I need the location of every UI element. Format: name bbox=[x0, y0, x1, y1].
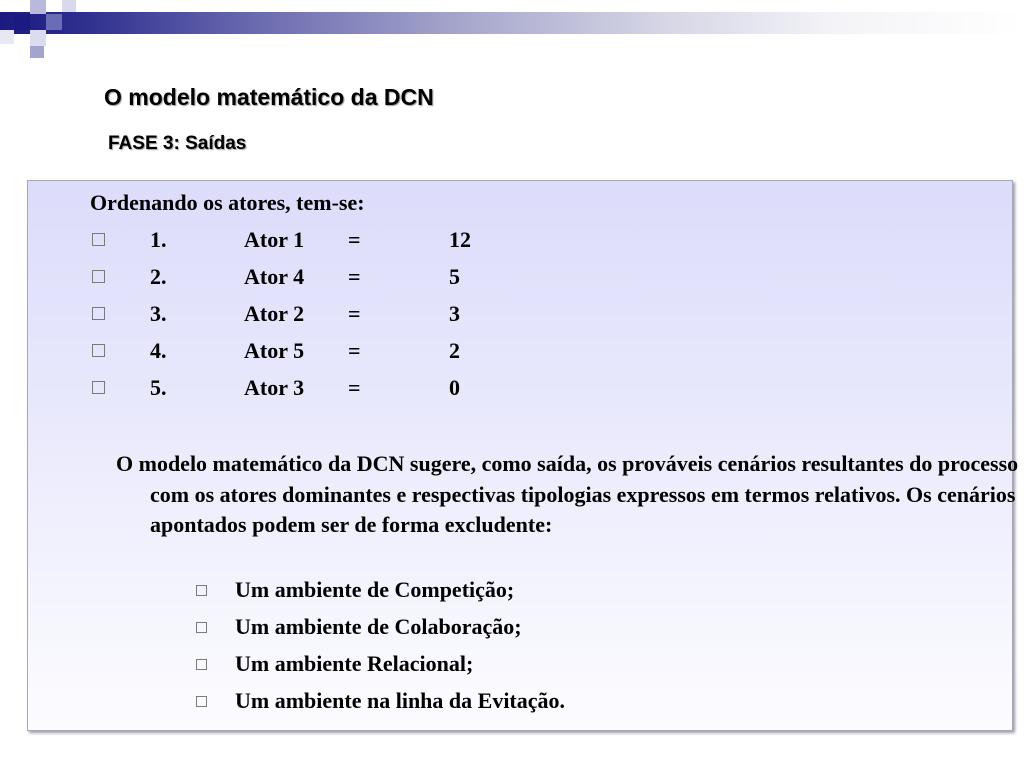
scenario-label: Um ambiente Relacional; bbox=[235, 651, 474, 676]
square-bullet-icon bbox=[196, 659, 207, 670]
ranking-intro: Ordenando os atores, tem-se: bbox=[90, 190, 365, 215]
scenario-label: Um ambiente na linha da Evitação. bbox=[235, 688, 566, 713]
slide-title: O modelo matemático da DCN bbox=[104, 84, 434, 110]
decorative-square bbox=[30, 46, 44, 58]
square-bullet-icon bbox=[92, 233, 105, 246]
ranking-row bbox=[28, 264, 1012, 294]
ranking-row bbox=[28, 375, 1012, 405]
decorative-square bbox=[14, 14, 30, 30]
square-bullet-icon bbox=[92, 270, 105, 283]
square-bullet-icon bbox=[196, 696, 207, 707]
ranking-position: 1. bbox=[150, 227, 167, 252]
scenario-item bbox=[28, 688, 1012, 718]
ranking-equals: = bbox=[348, 375, 361, 400]
scenario-item bbox=[28, 651, 1012, 681]
model-description: O modelo matemático da DCN sugere, como saída, os prováveis cenários resultantes do processo com os atores dominantes e respectivas tipologias expressos em termos relativos. Os cenários apontados podem ser de forma excludente: bbox=[116, 451, 1019, 537]
ranking-row bbox=[28, 338, 1012, 368]
square-bullet-icon bbox=[92, 381, 105, 394]
square-bullet-icon bbox=[92, 307, 105, 320]
decorative-square bbox=[30, 30, 46, 46]
square-bullet-icon bbox=[92, 344, 105, 357]
ranking-equals: = bbox=[348, 301, 361, 326]
scenario-label: Um ambiente de Colaboração; bbox=[235, 614, 522, 639]
ranking-actor: Ator 5 bbox=[244, 338, 305, 363]
header-gradient-band bbox=[0, 12, 1024, 34]
decorative-square bbox=[46, 14, 62, 30]
scenario-label: Um ambiente de Competição; bbox=[235, 577, 515, 602]
ranking-value: 12 bbox=[449, 227, 471, 252]
ranking-row bbox=[28, 227, 1012, 257]
ranking-position: 2. bbox=[150, 264, 167, 289]
ranking-position: 4. bbox=[150, 338, 167, 363]
content-box bbox=[27, 180, 1019, 731]
ranking-value: 3 bbox=[449, 301, 460, 326]
ranking-row bbox=[28, 301, 1012, 331]
ranking-value: 2 bbox=[449, 338, 460, 363]
ranking-actor: Ator 1 bbox=[244, 227, 305, 252]
square-bullet-icon bbox=[196, 622, 207, 633]
ranking-actor: Ator 3 bbox=[244, 375, 305, 400]
decorative-square bbox=[30, 0, 46, 14]
ranking-position: 5. bbox=[150, 375, 167, 400]
ranking-value: 0 bbox=[449, 375, 460, 400]
ranking-equals: = bbox=[348, 264, 361, 289]
ranking-actor: Ator 2 bbox=[244, 301, 305, 326]
ranking-value: 5 bbox=[449, 264, 460, 289]
scenario-item bbox=[28, 577, 1012, 607]
ranking-equals: = bbox=[348, 227, 361, 252]
square-bullet-icon bbox=[196, 585, 207, 596]
ranking-position: 3. bbox=[150, 301, 167, 326]
ranking-actor: Ator 4 bbox=[244, 264, 305, 289]
decorative-square bbox=[0, 30, 14, 44]
scenario-item bbox=[28, 614, 1012, 644]
ranking-equals: = bbox=[348, 338, 361, 363]
decorative-square bbox=[62, 0, 76, 12]
slide-subtitle: FASE 3: Saídas bbox=[108, 133, 247, 154]
